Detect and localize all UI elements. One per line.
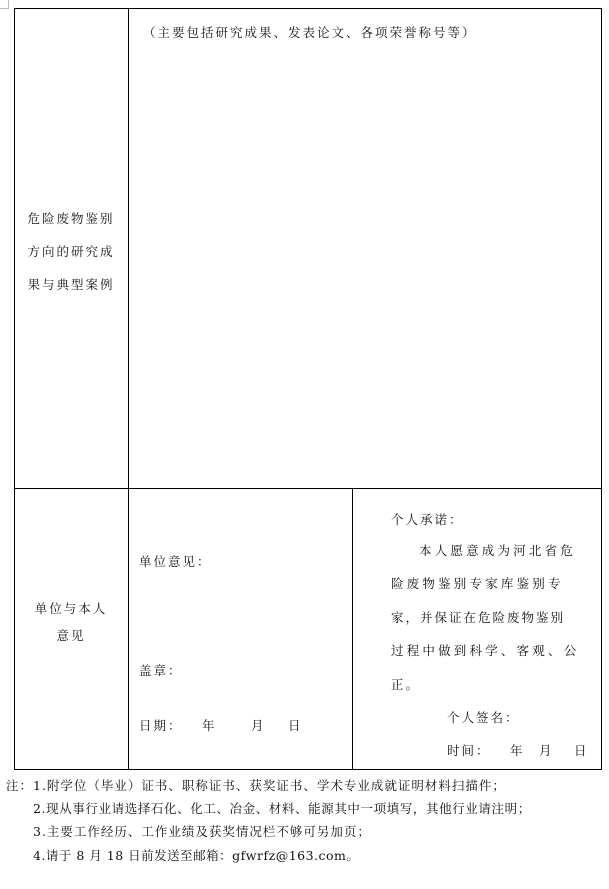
page-corner-mark: [0, 0, 9, 9]
pledge-line: 过程中做到科学、客观、公: [391, 643, 580, 658]
table-border-left: [14, 8, 15, 770]
time-label: 时间：: [447, 743, 491, 758]
column-divider-row2: [352, 488, 353, 770]
note-item: 2.现从事行业请选择石化、化工、冶金、材料、能源其中一项填写，其他行业请注明；: [33, 801, 531, 816]
time-year: 年: [510, 743, 525, 758]
unit-date-day: 日: [288, 718, 303, 733]
table-border-right: [601, 8, 602, 770]
pledge-line: 本人愿意成为河北省危: [419, 543, 577, 558]
row1-label-line: 方向的研究成: [27, 244, 115, 259]
pledge-line: 险废物鉴别专家库鉴别专: [391, 576, 564, 591]
pledge-line: 家，并保证在危险废物鉴别: [391, 610, 566, 625]
note-item: 3.主要工作经历、工作业绩及获奖情况栏不够可另加页；: [33, 824, 371, 839]
time-day: 日: [574, 743, 589, 758]
unit-date-label: 日期：: [139, 718, 183, 733]
note-item: 4.请于 8 月 18 日前发送至邮箱：gfwrfz@163.com。: [33, 848, 360, 863]
unit-opinion-label: 单位意见：: [139, 554, 212, 569]
note-item: 1.附学位（毕业）证书、职称证书、获奖证书、学术专业成就证明材料扫描件；: [33, 778, 506, 793]
research-hint: （主要包括研究成果、发表论文、各项荣誉称号等）: [143, 25, 477, 40]
pledge-line: 正。: [391, 677, 421, 692]
table-border-top: [14, 8, 602, 9]
personal-pledge-title: 个人承诺：: [391, 512, 464, 527]
notes-prefix: 注：: [6, 778, 34, 793]
row1-label-line: 果与典型案例: [27, 277, 115, 292]
row2-label-line: 单位与本人: [34, 601, 108, 616]
unit-date-month: 月: [251, 718, 266, 733]
table-border-bottom: [14, 769, 602, 770]
time-month: 月: [539, 743, 554, 758]
row1-label-line: 危险废物鉴别: [27, 211, 115, 226]
seal-label: 盖章：: [139, 663, 183, 678]
unit-date-year: 年: [202, 718, 217, 733]
row2-label-line: 意见: [56, 628, 86, 643]
signature-label: 个人签名：: [447, 710, 520, 725]
row-divider: [14, 488, 602, 489]
column-divider: [128, 8, 129, 770]
